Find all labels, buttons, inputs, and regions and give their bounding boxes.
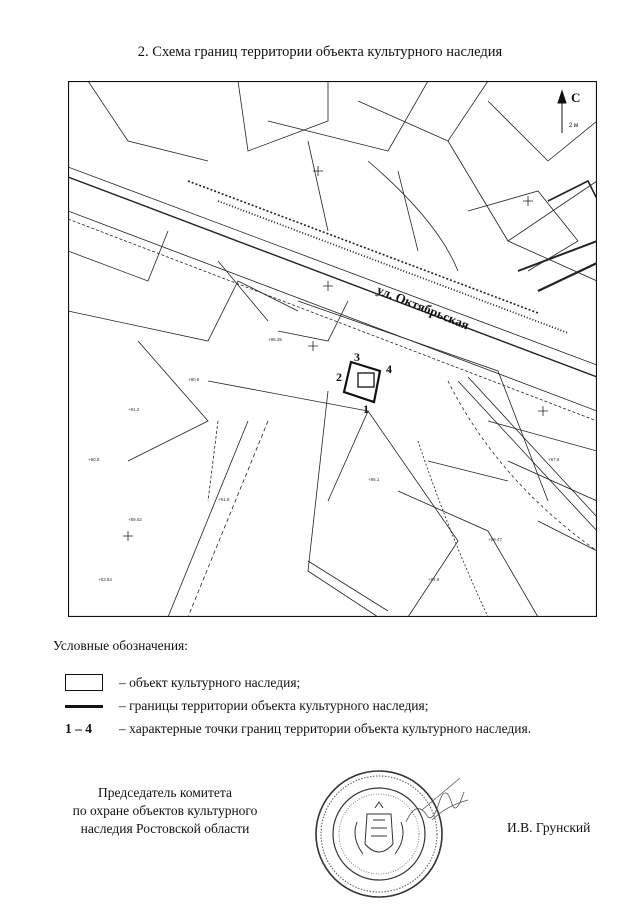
svg-text:+95.1: +95.1 <box>368 477 380 482</box>
svg-text:+93.54: +93.54 <box>98 577 112 582</box>
boundary-point-1: 1 <box>363 402 369 416</box>
page-title: 2. Схема границ территории объекта культурного наследия <box>137 44 503 60</box>
signatory-name: И.В. Грунский <box>507 820 591 835</box>
legend-boundary-text: – границы территории объекта культурного наследия; <box>119 698 429 713</box>
svg-text:+98.35: +98.35 <box>268 337 282 342</box>
boundary-point-3: 3 <box>354 350 360 364</box>
svg-text:+90.8: +90.8 <box>88 457 100 462</box>
legend-item-boundary <box>53 697 613 717</box>
legend-points-text: – характерные точки границ территории объекта культурного наследия. <box>119 721 532 736</box>
legend-heading: Условные обозначения: <box>53 638 189 653</box>
position-line-2: по охране объектов культурного <box>72 803 258 818</box>
street-label: ул. Октябрьская <box>374 281 472 333</box>
svg-text:+89.62: +89.62 <box>128 517 142 522</box>
position-line-1: Председатель комитета <box>98 785 232 800</box>
svg-text:+91.2: +91.2 <box>128 407 140 412</box>
svg-text:+99.47: +99.47 <box>488 537 502 542</box>
svg-text:+90.5: +90.5 <box>188 377 200 382</box>
cadastral-map <box>68 81 597 617</box>
legend-object-text: – объект культурного наследия; <box>119 675 301 690</box>
legend-points-symbol: 1 – 4 <box>65 721 92 736</box>
boundary-point-4: 4 <box>386 362 392 376</box>
svg-text:+91.9: +91.9 <box>218 497 230 502</box>
legend-object-symbol <box>65 674 103 691</box>
boundary-point-2: 2 <box>336 370 342 384</box>
svg-text:+94.8: +94.8 <box>428 577 440 582</box>
legend-boundary-symbol <box>65 705 103 708</box>
legend-item-object <box>53 674 613 694</box>
legend-item-points <box>53 720 613 740</box>
north-label: С <box>571 90 581 105</box>
handwritten-signature <box>402 770 472 840</box>
north-sublabel: 2 м <box>569 123 579 129</box>
signatory-position <box>40 784 290 838</box>
position-line-3: наследия Ростовской области <box>80 821 250 836</box>
svg-text:+97.6: +97.6 <box>548 457 560 462</box>
